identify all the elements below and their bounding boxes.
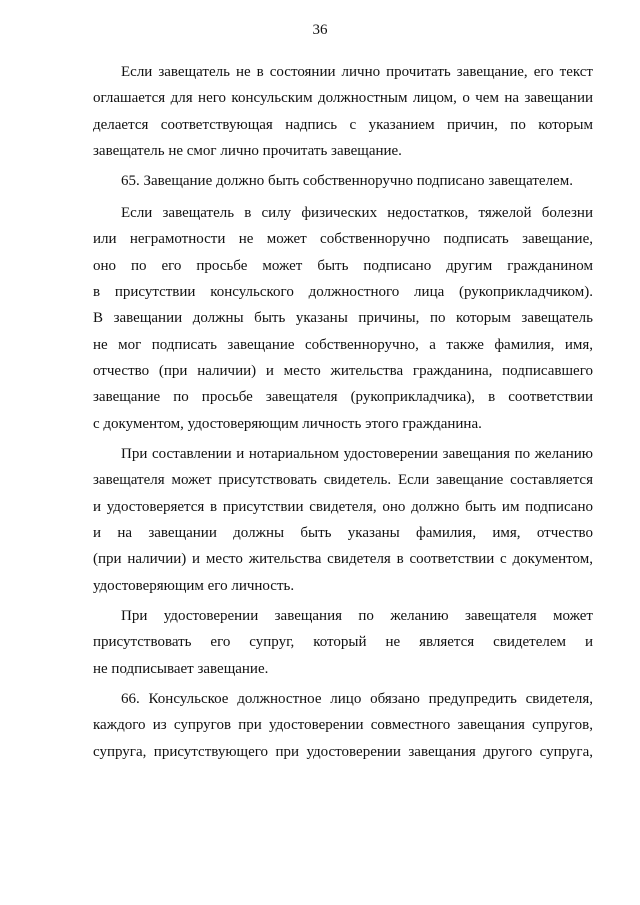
text-line: с документом, удостоверяющим личность этого гражданина. xyxy=(93,416,482,432)
text-line: завещателя может присутствовать свидетель. Если завещание составляется xyxy=(93,472,593,488)
text-line: 65. Завещание должно быть собственноручно подписано завещателем. xyxy=(121,173,573,189)
text-line: При составлении и нотариальном удостоверении завещания по желанию xyxy=(121,446,593,462)
text-line: в присутствии консульского должностного лица (рукоприкладчиком). xyxy=(93,284,593,300)
text-line: оглашается для него консульским должностным лицом, о чем на завещании xyxy=(93,90,593,106)
text-line: В завещании должны быть указаны причины, по которым завещатель xyxy=(93,310,593,326)
text-line: делается соответствующая надпись с указанием причин, по которым xyxy=(93,117,593,133)
text-line: не подписывает завещание. xyxy=(93,661,269,677)
text-line: супруга, присутствующего при удостоверении завещания другого супруга, xyxy=(93,744,593,760)
text-line: не мог подписать завещание собственноручно, а также фамилия, имя, xyxy=(93,337,593,353)
text-line: удостоверяющим его личность. xyxy=(93,578,295,594)
text-line: При удостоверении завещания по желанию завещателя может xyxy=(121,608,593,624)
text-line: отчество (при наличии) и место жительства гражданина, подписавшего xyxy=(93,363,593,379)
text-line: и на завещании должны быть указаны фамилия, имя, отчество xyxy=(93,525,593,541)
text-line: завещатель не смог лично прочитать завещание. xyxy=(93,143,402,159)
text-line: 66. Консульское должностное лицо обязано предупредить свидетеля, xyxy=(121,691,593,707)
text-line: завещание по просьбе завещателя (рукоприкладчика), в соответствии xyxy=(93,389,593,405)
text-line: Если завещатель не в состоянии лично прочитать завещание, его текст xyxy=(121,64,593,80)
text-line: и удостоверяется в присутствии свидетеля, оно должно быть им подписано xyxy=(93,499,593,515)
text-line: оно по его просьбе может быть подписано другим гражданином xyxy=(93,258,593,274)
text-line: или неграмотности не может собственноручно подписать завещание, xyxy=(93,231,593,247)
page-number: 36 xyxy=(312,22,328,38)
text-line: каждого из супругов при удостоверении совместного завещания супругов, xyxy=(93,717,593,733)
text-line: (при наличии) и место жительства свидетеля в соответствии с документом, xyxy=(93,551,593,567)
text-line: Если завещатель в силу физических недостатков, тяжелой болезни xyxy=(121,205,593,221)
text-line: присутствовать его супруг, который не является свидетелем и xyxy=(93,634,593,650)
